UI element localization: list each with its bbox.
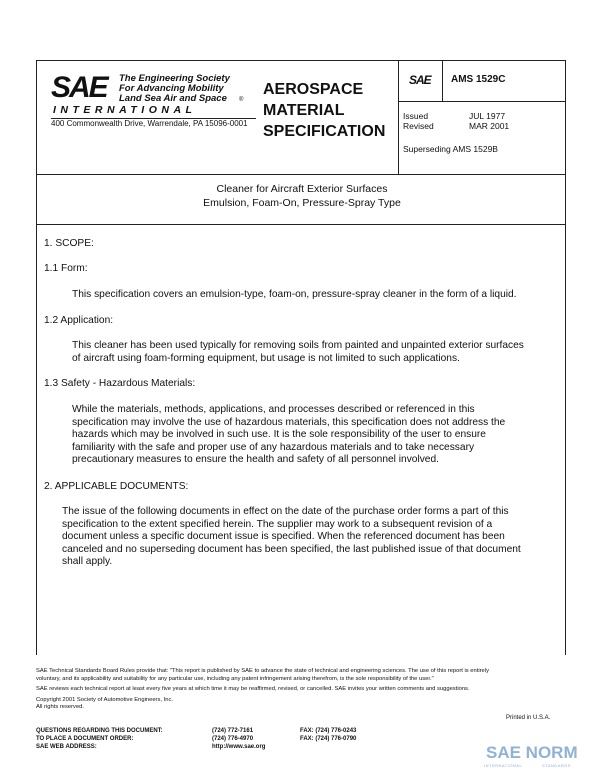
tagline-line: The Engineering Society bbox=[119, 73, 230, 84]
paragraph: This specification covers an emulsion-type, foam-on, pressure-spray cleaner in the form of a liquid. bbox=[72, 289, 517, 300]
document-number: AMS 1529C bbox=[451, 74, 506, 85]
section-heading: 1.1 Form: bbox=[44, 263, 88, 274]
superseding-note: Superseding AMS 1529B bbox=[403, 144, 498, 154]
contact-phones bbox=[212, 727, 265, 751]
sae-logo bbox=[51, 73, 261, 119]
section-heading: 1.3 Safety - Hazardous Materials: bbox=[44, 378, 196, 389]
revised-date: MAR 2001 bbox=[469, 121, 510, 131]
paragraph-line: hazards which may be involved in such use. It is the sole responsibility of the user to ensure bbox=[72, 429, 486, 440]
paragraph-line: The issue of the following documents in effect on the date of the purchase order forms a part of this bbox=[62, 506, 509, 517]
paragraph-line: specification to the extent specified herein. The supplier may work to a subsequent revision of a bbox=[62, 518, 493, 530]
paragraph-line: document unless a specific document issue is specified. When the referenced document has been bbox=[62, 531, 505, 542]
paragraph-line: precautionary measures to ensure the health and safety of all personnel involved. bbox=[72, 454, 439, 465]
order-phone: (724) 776-4970 bbox=[212, 736, 254, 742]
paragraph-line: specification may involve the use of hazardous materials, this specification does not address the bbox=[72, 416, 506, 428]
paragraph-line: familiarity with the safe and proper use of any hazardous materials and to take necessary bbox=[72, 441, 475, 453]
header-divider bbox=[398, 101, 566, 102]
order-fax: FAX: (724) 776-0790 bbox=[300, 736, 357, 742]
paragraph bbox=[72, 340, 550, 365]
document-type-line: MATERIAL bbox=[263, 102, 345, 119]
brand-international: INTERNATIONAL bbox=[484, 763, 523, 768]
printed-in: Printed in U.S.A. bbox=[506, 715, 551, 721]
paragraph-line: While the materials, methods, applications, and processes described or referenced in this bbox=[72, 404, 475, 415]
sae-logo-mark: SAE bbox=[51, 71, 107, 104]
tagline-line: Land Sea Air and Space bbox=[119, 93, 227, 104]
sae-address: 400 Commonwealth Drive, Warrendale, PA 15096-0001 bbox=[51, 119, 248, 128]
rights-reserved: All rights reserved. bbox=[36, 704, 85, 710]
sae-tagline bbox=[119, 74, 230, 104]
contact-labels bbox=[36, 727, 163, 751]
questions-phone: (724) 772-7161 bbox=[212, 728, 254, 734]
sae-norm-watermark bbox=[484, 740, 594, 770]
paragraph-line: of aircraft using foam-forming equipment, but usage is not limited to such applications. bbox=[72, 352, 460, 364]
section-heading: 1. SCOPE: bbox=[44, 238, 94, 249]
questions-fax: FAX: (724) 776-0243 bbox=[300, 728, 357, 734]
section-heading: 2. APPLICABLE DOCUMENTS: bbox=[44, 481, 189, 492]
rules-line: voluntary, and its applicability and suitability for any particular use, including any patent infringement arising therefrom, is the sole responsibility of the user." bbox=[36, 675, 434, 682]
international-label: INTERNATIONAL bbox=[53, 104, 197, 116]
review-note: SAE reviews each technical report at least every five years at which time it may be reaffirmed, revised, or cancelled. SAE invites your written comments and suggestions. bbox=[36, 686, 470, 692]
brand-norm: SAE NORM bbox=[486, 743, 578, 762]
questions-label: QUESTIONS REGARDING THIS DOCUMENT: bbox=[36, 728, 163, 734]
paragraph-line: canceled and no superseding document has been specified, the last published issue of that document bbox=[62, 543, 521, 555]
document-subtitle: Emulsion, Foam-On, Pressure-Spray Type bbox=[203, 197, 401, 209]
footer-notes bbox=[36, 668, 566, 712]
paragraph bbox=[62, 506, 550, 569]
order-label: TO PLACE A DOCUMENT ORDER: bbox=[36, 736, 134, 742]
header-divider bbox=[442, 61, 443, 101]
issued-date: JUL 1977 bbox=[469, 111, 506, 121]
web-address[interactable]: http://www.sae.org bbox=[212, 744, 266, 750]
contact-faxes bbox=[300, 727, 356, 743]
tagline-line: For Advancing Mobility bbox=[119, 83, 224, 94]
document-title: Cleaner for Aircraft Exterior Surfaces bbox=[216, 183, 388, 195]
paragraph-line: shall apply. bbox=[62, 556, 113, 567]
web-label: SAE WEB ADDRESS: bbox=[36, 744, 97, 750]
title-box bbox=[36, 175, 566, 225]
header-box bbox=[36, 60, 566, 175]
revised-label: Revised bbox=[403, 121, 434, 131]
paragraph-line: This cleaner has been used typically for removing soils from painted and unpainted exterior surfaces bbox=[72, 340, 524, 351]
header-divider bbox=[398, 61, 399, 174]
rules-line: SAE Technical Standards Board Rules provide that: "This report is published by SAE to advance the state of technical and engineering sciences. The use of this report is entirely bbox=[36, 668, 489, 674]
registered-mark: ® bbox=[239, 97, 244, 103]
document-type-line: AEROSPACE bbox=[263, 81, 364, 98]
issued-label: Issued bbox=[403, 111, 429, 121]
issue-dates bbox=[403, 111, 509, 131]
document-type-line: SPECIFICATION bbox=[263, 123, 386, 140]
document-type bbox=[263, 79, 385, 142]
sae-small-logo: SAE bbox=[409, 73, 431, 87]
copyright: Copyright 2001 Society of Automotive Engineers, Inc. bbox=[36, 696, 173, 703]
paragraph bbox=[72, 404, 550, 467]
section-heading: 1.2 Application: bbox=[44, 315, 114, 326]
brand-standards: STANDARDS bbox=[542, 763, 571, 768]
